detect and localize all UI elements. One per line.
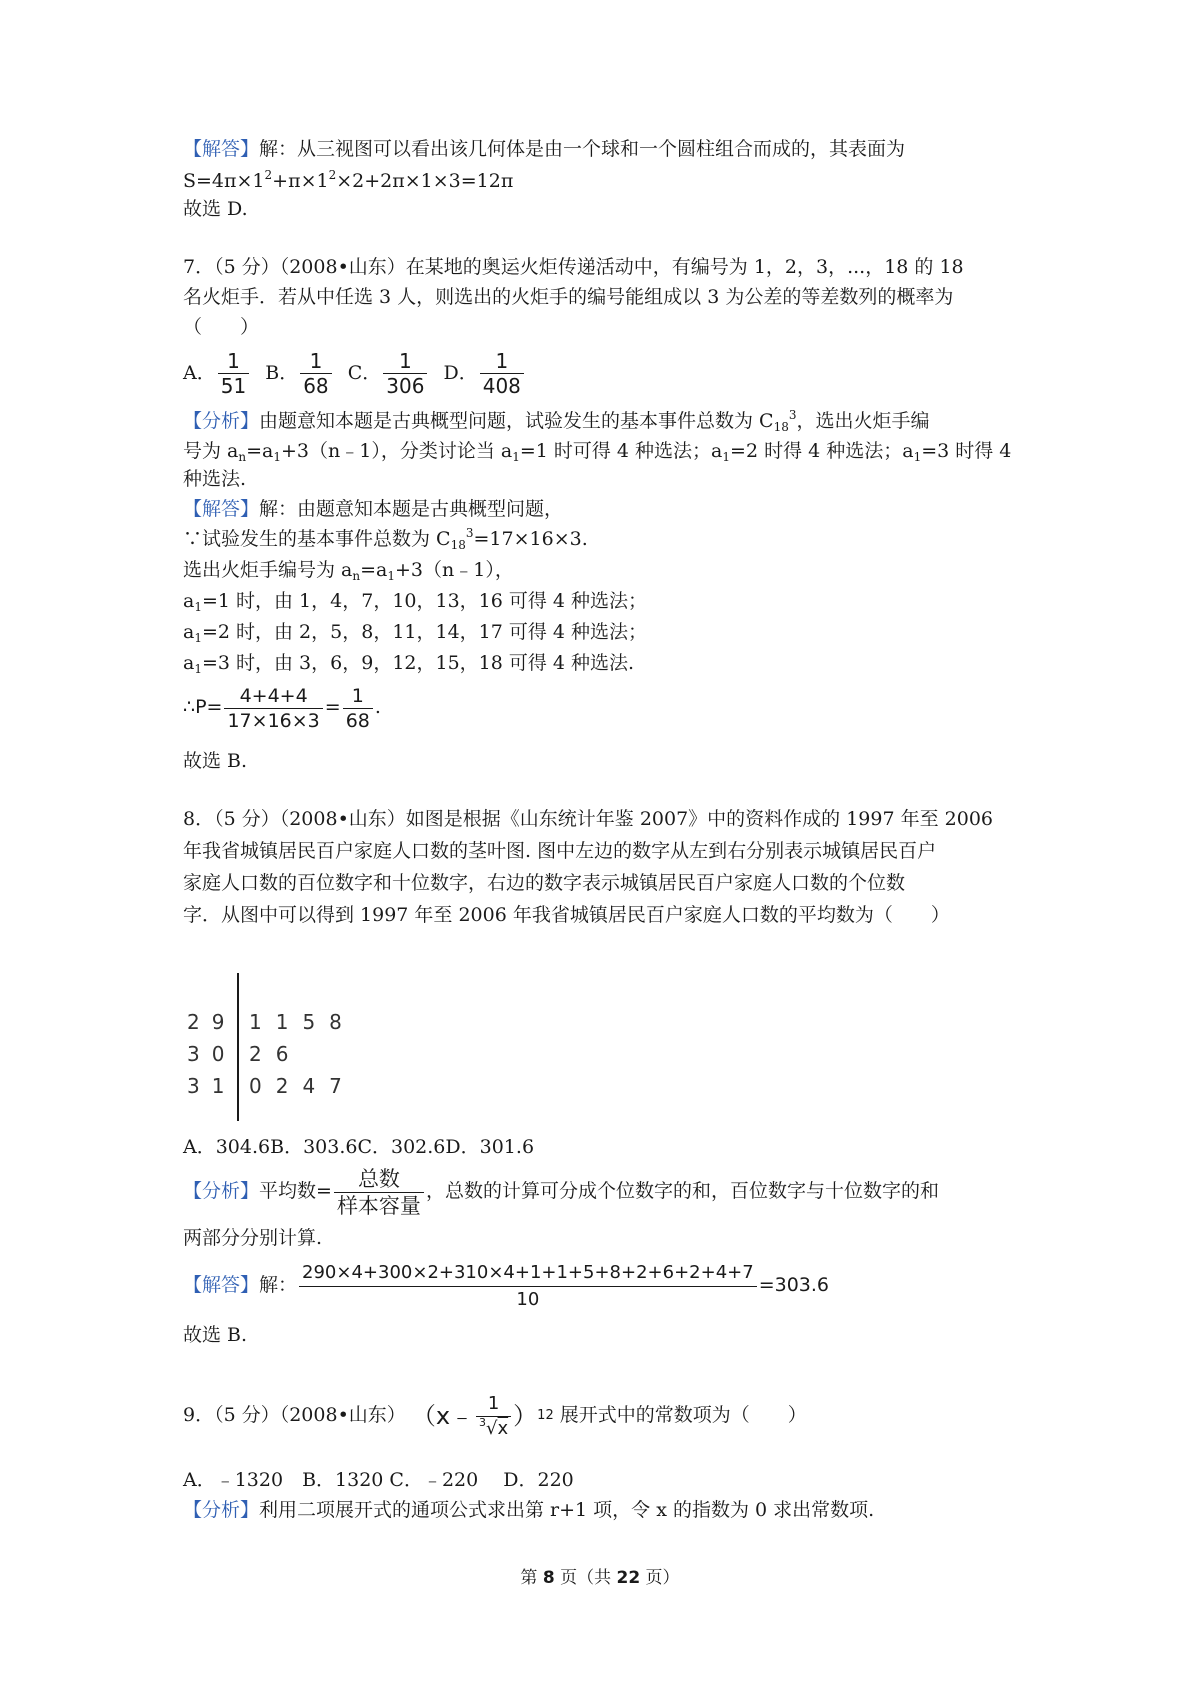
page-total: 22 <box>616 1568 641 1588</box>
binomial-expression: （x﹣ $\frac{1}{^3√x}$ ） 12 <box>411 1392 554 1439</box>
q8-analysis-line2: 两部分分别计算. <box>183 1227 323 1249</box>
q8-options: A．304.6B．303.6C．302.6D．301.6 <box>183 1136 535 1158</box>
q9-stem: 9．（5 分）（2008•山东） （x﹣ $\frac{1}{^3√x}$ ） 12 展开式中的常数项为（ ） <box>183 1385 807 1446</box>
q7-option-a: A． $\frac{1}{51}$ <box>183 347 251 399</box>
answer-tag: 【解答】 <box>183 1274 260 1296</box>
leaf-values: 0247 <box>249 1074 356 1098</box>
q7-stem-line1: 7．（5 分）（2008•山东）在某地的奥运火炬传递活动中，有编号为 1，2，3，...，18 的 18 <box>183 256 964 278</box>
q7-answer-line2: ∵试验发生的基本事件总数为 $C_{18}^3=17\times 16\times 3$. <box>183 526 588 552</box>
q7-choose: 故选 B. <box>183 750 248 772</box>
page-footer: 第 8 页（共 22 页） <box>520 1568 680 1588</box>
q8-stem-line1: 8．（5 分）（2008•山东）如图是根据《山东统计年鉴 2007》中的资料作成的 1997 年至 2006 <box>183 808 993 830</box>
q8-choose: 故选 B. <box>183 1324 248 1346</box>
answer-tag: 【解答】 <box>183 498 260 520</box>
stem-leaf-divider <box>237 973 239 1121</box>
q6-choose: 故选 D. <box>183 198 248 220</box>
q6-answer-line1: 【解答】解：从三视图可以看出该几何体是由一个球和一个圆柱组合而成的，其表面为 <box>183 138 906 160</box>
q8-analysis-line1: 【分析】平均数= $\frac{\text{总数}}{\text{样本容量}}$ ，总数的计算可分成个位数字的和，百位数字与十位数字的和 <box>183 1166 939 1218</box>
q8-answer: 【解答】解： $\frac{290\times 4+300\times 2+310\times 4+1+1+5+8+2+6+2+4+7}{10}$ =303.6 <box>183 1256 829 1314</box>
stem-value: 31 <box>187 1074 237 1098</box>
analysis-tag: 【分析】 <box>183 1499 260 1521</box>
q8-stem-line3: 家庭人口数的百位数字和十位数字，右边的数字表示城镇居民百户家庭人口数的个位数 <box>183 872 906 894</box>
q8-stem-line4: 字．从图中可以得到 1997 年至 2006 年我省城镇居民百户家庭人口数的平均数为（ ） <box>183 904 950 926</box>
stem-leaf-plot <box>183 973 423 1121</box>
q9-options: A．﹣1320 B．1320 C．﹣220 D．220 <box>183 1469 574 1491</box>
q7-answer-line3: 选出火炬手编号为 $a_n=a_1+3(n﹣1)$， <box>183 559 514 583</box>
stem-value: 30 <box>187 1042 237 1066</box>
q7-case2: $a_1=2$ 时，由 2，5，8，11，14，17 可得 4 种选法； <box>183 621 648 645</box>
q7-probability: ∴P= $\frac{4+4+4}{17\times 16\times 3}$ = $\frac{1}{68}$ . <box>183 684 381 732</box>
leaf-values: 1158 <box>249 1010 356 1034</box>
q7-option-d: D． $\frac{1}{408}$ <box>443 347 525 399</box>
q7-analysis-line3: 种选法. <box>183 468 247 490</box>
analysis-tag: 【分析】 <box>183 410 260 432</box>
q7-stem-line3: （ ） <box>183 316 260 338</box>
stem-value: 29 <box>187 1010 237 1034</box>
page-number: 8 <box>542 1568 555 1588</box>
q7-analysis-line2: 号为 $a_n=a_1+3(n﹣1)$，分类讨论当 $a_1=1$ 时可得 4 种选法；$a_1=2$ 时得 4 种选法；$a_1=3$ 时得 4 <box>183 440 1012 464</box>
q9-analysis: 【分析】利用二项展开式的通项公式求出第 r+1 项，令 x 的指数为 0 求出常数项. <box>183 1499 875 1521</box>
q6-formula: $S=4\pi\times 1^2+\pi\times 1^2\times 2+2\pi\times 1\times 3=12\pi$ <box>183 168 514 192</box>
q7-case1: $a_1=1$ 时，由 1，4，7，10，13，16 可得 4 种选法； <box>183 590 648 614</box>
q7-options <box>183 347 534 399</box>
q7-option-c: C． $\frac{1}{306}$ <box>348 347 430 399</box>
radical-icon: √ <box>486 1417 498 1439</box>
q8-stem-line2: 年我省城镇居民百户家庭人口数的茎叶图. 图中左边的数字从左到右分别表示城镇居民百户 <box>183 840 937 862</box>
q7-option-b: B． $\frac{1}{68}$ <box>265 347 333 399</box>
analysis-tag: 【分析】 <box>183 1180 260 1202</box>
leaf-values: 26 <box>249 1042 303 1066</box>
answer-tag: 【解答】 <box>183 138 260 160</box>
q7-stem-line2: 名火炬手．若从中任选 3 人，则选出的火炬手的编号能组成以 3 为公差的等差数列的概率为 <box>183 286 954 308</box>
q7-answer-line1: 【解答】解：由题意知本题是古典概型问题， <box>183 498 564 520</box>
q7-case3: $a_1=3$ 时，由 3，6，9，12，15，18 可得 4 种选法. <box>183 652 635 676</box>
q7-analysis-line1: 【分析】由题意知本题是古典概型问题，试验发生的基本事件总数为 $C_{18}^3$，选出火炬手编 <box>183 408 930 434</box>
